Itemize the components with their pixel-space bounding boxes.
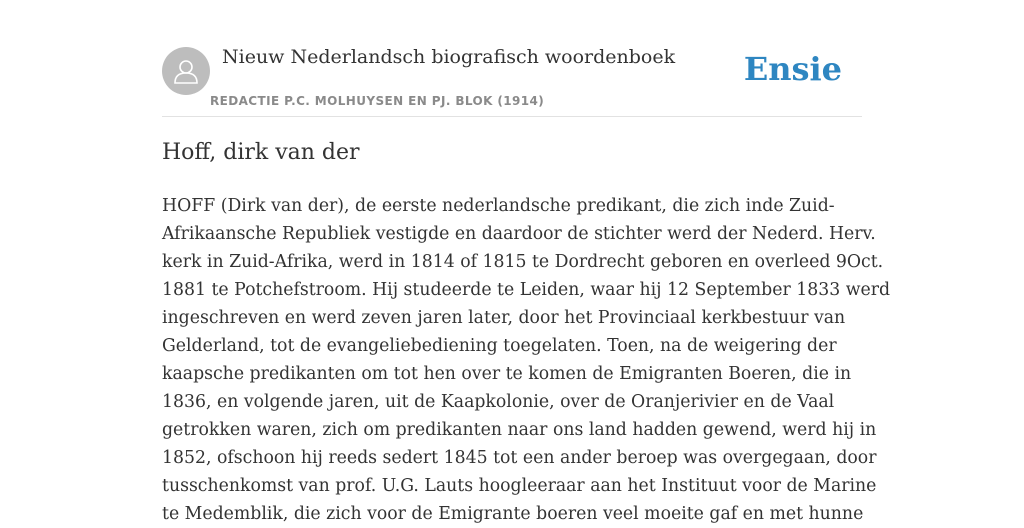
body-line: te Medemblik, die zich voor de Emigrante boeren veel moeite gaf en met hunne <box>162 504 864 524</box>
avatar[interactable] <box>162 47 210 95</box>
body-line: 1881 te Potchefstroom. Hij studeerde te Leiden, waar hij 12 September 1833 werd <box>162 280 891 300</box>
source-title[interactable]: Nieuw Nederlandsch biografisch woordenboek <box>222 46 676 68</box>
source-header <box>162 40 862 117</box>
body-line: 1836, en volgende jaren, uit de Kaapkolonie, over de Oranjerivier en de Vaal <box>162 392 835 412</box>
body-line: getrokken waren, zich om predikanten naar ons land hadden gewend, werd hij in <box>162 420 877 440</box>
body-line: kerk in Zuid-Afrika, werd in 1814 of 1815 te Dordrecht geboren en overleed 9Oct. <box>162 252 884 272</box>
user-silhouette-icon <box>172 57 200 85</box>
source-subtitle: REDACTIE P.C. MOLHUYSEN EN PJ. BLOK (1914) <box>210 94 545 108</box>
body-line: kaapsche predikanten om tot hen over te komen de Emigranten Boeren, die in <box>162 364 852 384</box>
body-line: HOFF (Dirk van der), de eerste nederlandsche predikant, die zich inde Zuid- <box>162 196 835 216</box>
body-line: Gelderland, tot de evangeliebediening toegelaten. Toen, na de weigering der <box>162 336 837 356</box>
body-line: tusschenkomst van prof. U.G. Lauts hoogleeraar aan het Instituut voor de Marine <box>162 476 877 496</box>
body-line: Afrikaansche Republiek vestigde en daardoor de stichter werd der Nederd. Herv. <box>162 224 876 244</box>
entry-body <box>162 192 891 528</box>
entry-title: Hoff, dirk van der <box>162 140 360 165</box>
body-line: ingeschreven en werd zeven jaren later, door het Provinciaal kerkbestuur van <box>162 308 846 328</box>
body-line: 1852, ofschoon hij reeds sedert 1845 tot een ander beroep was overgegaan, door <box>162 448 877 468</box>
brand-logo[interactable]: Ensie <box>743 50 842 88</box>
